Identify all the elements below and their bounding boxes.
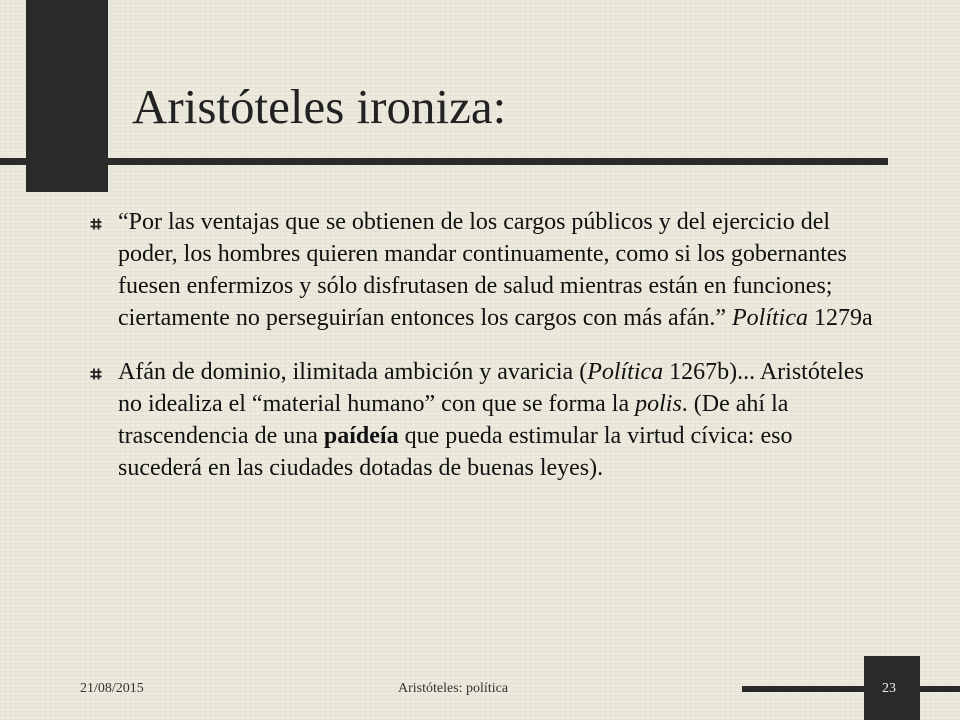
hash-bullet-icon xyxy=(90,218,102,230)
bullet-text: “Por las ventajas que se obtienen de los cargos públicos y del ejercicio del poder, los hombres quieren mandar continuamente, como si los gobernantes fuesen enfermizos y sólo disfrutasen de salud mientras están en funciones; ciertamente no perseguirían entonces los cargos con más afán.” Política 1279a xyxy=(118,209,873,331)
bullet-list xyxy=(90,206,880,506)
title-rule xyxy=(0,158,888,165)
bullet-text: Afán de dominio, ilimitada ambición y avaricia (Política 1267b)... Aristóteles no idealiza el “material humano” con que se forma la polis. (De ahí la trascendencia de una paídeía que pueda estimular la virtud cívica: eso sucederá en las ciudades dotadas de buenas leyes). xyxy=(118,359,864,481)
slide-title: Aristóteles ironiza: xyxy=(132,79,507,134)
footer-title: Aristóteles: política xyxy=(398,681,509,696)
hash-bullet-icon xyxy=(90,368,102,380)
footer-rule-left xyxy=(742,686,864,692)
page-number: 23 xyxy=(882,681,896,696)
footer-date: 21/08/2015 xyxy=(80,681,144,696)
bullet-item xyxy=(90,206,880,334)
footer-rule-right xyxy=(920,686,960,692)
bullet-item xyxy=(90,356,880,484)
